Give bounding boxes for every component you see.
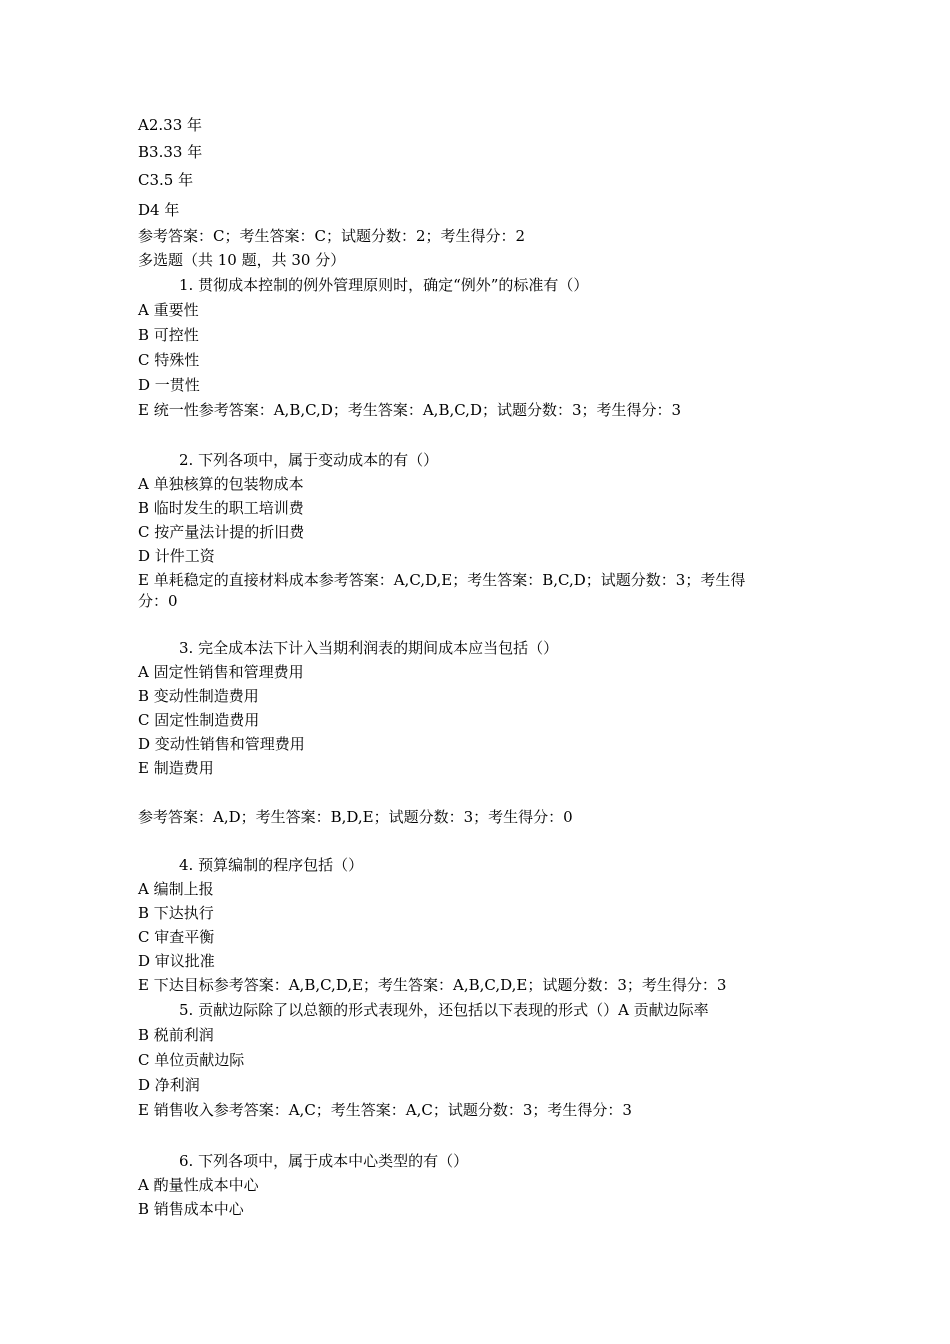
question-5: 5. 贡献边际除了以总额的形式表现外，还包括以下表现的形式（）A 贡献边际率 <box>179 1001 709 1019</box>
option-c: C 固定性制造费用 <box>138 711 260 729</box>
option-d: D 计件工资 <box>138 547 215 565</box>
option-d: D 审议批准 <box>138 952 215 970</box>
answer-line: 参考答案：C；考生答案：C；试题分数：2；考生得分：2 <box>138 227 526 245</box>
question-6: 6. 下列各项中，属于成本中心类型的有（） <box>179 1152 469 1170</box>
section-heading: 多选题（共 10 题，共 30 分） <box>138 251 346 269</box>
option-c: C 审查平衡 <box>138 928 215 946</box>
option-d: D 一贯性 <box>138 376 200 394</box>
option-a: A2.33 年 <box>138 116 202 134</box>
option-e-answer: E 统一性参考答案：A,B,C,D；考生答案：A,B,C,D；试题分数：3；考生得分：3 <box>138 401 682 419</box>
option-c: C 单位贡献边际 <box>138 1051 245 1069</box>
option-e-answer: E 下达目标参考答案：A,B,C,D,E；考生答案：A,B,C,D,E；试题分数：3；考生得分：3 <box>138 976 727 994</box>
option-a: A 单独核算的包装物成本 <box>138 475 304 493</box>
question-2: 2. 下列各项中，属于变动成本的有（） <box>179 451 439 469</box>
option-b: B 变动性制造费用 <box>138 687 259 705</box>
option-d: D 变动性销售和管理费用 <box>138 735 305 753</box>
answer-continuation: 分：0 <box>138 592 178 610</box>
option-b: B3.33 年 <box>138 143 203 161</box>
option-a: A 酌量性成本中心 <box>138 1176 259 1194</box>
option-e-answer: E 单耗稳定的直接材料成本参考答案：A,C,D,E；考生答案：B,C,D；试题分数：3；考生得 <box>138 571 746 589</box>
answer-line: 参考答案：A,D；考生答案：B,D,E；试题分数：3；考生得分：0 <box>138 808 573 826</box>
option-a: A 固定性销售和管理费用 <box>138 663 304 681</box>
question-4: 4. 预算编制的程序包括（） <box>179 856 364 874</box>
option-b: B 临时发生的职工培训费 <box>138 499 304 517</box>
question-3: 3. 完全成本法下计入当期利润表的期间成本应当包括（） <box>179 639 559 657</box>
option-b: B 税前利润 <box>138 1026 214 1044</box>
option-a: A 重要性 <box>138 301 199 319</box>
option-c: C 特殊性 <box>138 351 200 369</box>
option-a: A 编制上报 <box>138 880 214 898</box>
question-1: 1. 贯彻成本控制的例外管理原则时，确定“例外”的标准有（） <box>179 276 589 294</box>
option-e: E 制造费用 <box>138 759 214 777</box>
option-c: C 按产量法计提的折旧费 <box>138 523 305 541</box>
option-d: D4 年 <box>138 201 180 219</box>
option-b: B 销售成本中心 <box>138 1200 244 1218</box>
option-b: B 可控性 <box>138 326 199 344</box>
option-d: D 净利润 <box>138 1076 200 1094</box>
option-e-answer: E 销售收入参考答案：A,C；考生答案：A,C；试题分数：3；考生得分：3 <box>138 1101 632 1119</box>
option-c: C3.5 年 <box>138 171 194 189</box>
option-b: B 下达执行 <box>138 904 214 922</box>
